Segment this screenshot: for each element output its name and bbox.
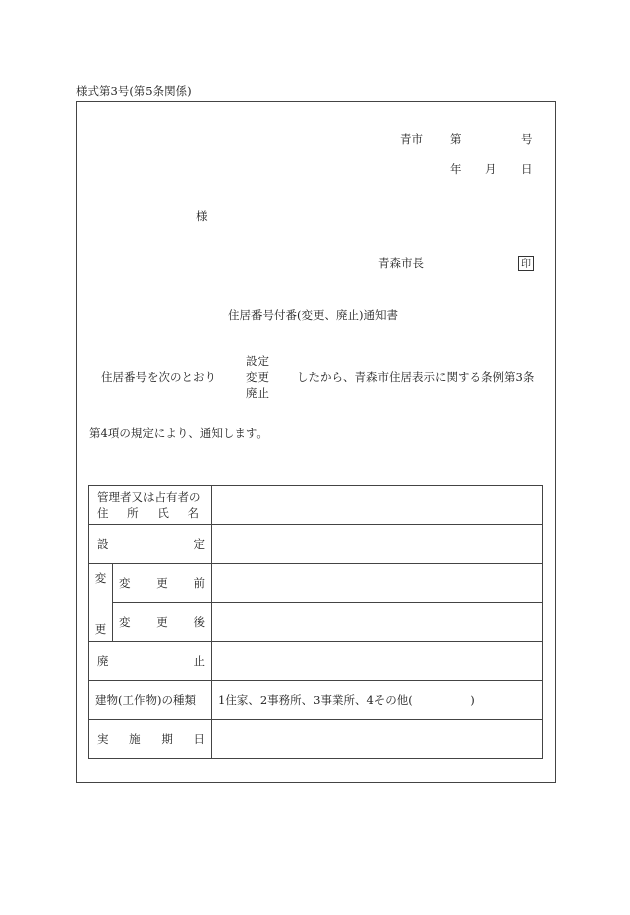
abolish-value-cell[interactable] <box>212 642 543 681</box>
setting-label-cell <box>89 525 212 564</box>
date-label-cell <box>89 720 212 759</box>
issuer-text: 青市 <box>400 132 423 146</box>
building-type-label-cell <box>89 681 212 720</box>
change-group-top: 変 <box>94 571 107 585</box>
abolish-label-char: 止 <box>193 654 205 668</box>
after-label-cell <box>113 603 212 642</box>
owner-label-char: 所 <box>127 506 139 520</box>
date-label-char: 期 <box>161 732 173 746</box>
table-row-owner <box>89 486 543 525</box>
table-row-abolish <box>89 642 543 681</box>
year-label: 年 <box>450 162 462 176</box>
setting-label-char: 設 <box>97 537 109 551</box>
addressee-suffix: 様 <box>196 209 208 223</box>
owner-label-char: 名 <box>187 506 199 520</box>
body-line2: 第4項の規定により、通知します。 <box>89 426 268 440</box>
change-group-bottom: 更 <box>94 622 107 636</box>
setting-value-cell[interactable] <box>212 525 543 564</box>
table-row-before <box>89 564 543 603</box>
date-label-char: 施 <box>129 732 141 746</box>
body-lead: 住居番号を次のとおり <box>101 370 216 384</box>
option-setting: 設定 <box>246 354 269 368</box>
owner-label-char: 氏 <box>157 506 169 520</box>
building-type-value: 1住家、2事務所、3事業所、4その他( ) <box>218 693 475 707</box>
before-label-char: 変 <box>119 576 131 590</box>
day-label: 日 <box>521 162 533 176</box>
date-label-char: 日 <box>193 732 205 746</box>
abolish-label-cell <box>89 642 212 681</box>
option-abolish: 廃止 <box>246 386 269 400</box>
table-row-setting <box>89 525 543 564</box>
seal-stamp: 印 <box>518 256 534 271</box>
owner-label-line2 <box>97 505 205 521</box>
option-change: 変更 <box>246 370 269 384</box>
abolish-label-char: 廃 <box>97 654 109 668</box>
after-label-char: 後 <box>193 615 205 629</box>
number-suffix: 号 <box>521 132 533 146</box>
after-label-char: 更 <box>156 615 168 629</box>
after-value-cell[interactable] <box>212 603 543 642</box>
table-row-date <box>89 720 543 759</box>
building-type-label: 建物(工作物)の種類 <box>95 693 196 707</box>
table-row-building-type <box>89 681 543 720</box>
form-label: 様式第3号(第5条関係) <box>76 84 192 98</box>
owner-label-char: 住 <box>97 506 109 520</box>
before-value-cell[interactable] <box>212 564 543 603</box>
owner-value-cell[interactable] <box>212 486 543 525</box>
owner-label-line1: 管理者又は占有者の <box>97 490 201 504</box>
registration-table <box>88 485 543 759</box>
document-title: 住居番号付番(変更、廃止)通知書 <box>228 308 398 322</box>
month-label: 月 <box>485 162 497 176</box>
setting-label-char: 定 <box>193 537 205 551</box>
date-value-cell[interactable] <box>212 720 543 759</box>
number-prefix: 第 <box>450 132 462 146</box>
before-label-cell <box>113 564 212 603</box>
mayor-title: 青森市長 <box>378 256 424 270</box>
date-label-char: 実 <box>97 732 109 746</box>
before-label-char: 更 <box>156 576 168 590</box>
after-label-char: 変 <box>119 615 131 629</box>
body-tail: したから、青森市住居表示に関する条例第3条 <box>297 370 535 384</box>
table-row-after <box>89 603 543 642</box>
owner-label-cell <box>89 486 212 525</box>
building-type-value-cell[interactable] <box>212 681 543 720</box>
change-group-cell <box>89 564 113 642</box>
before-label-char: 前 <box>193 576 205 590</box>
